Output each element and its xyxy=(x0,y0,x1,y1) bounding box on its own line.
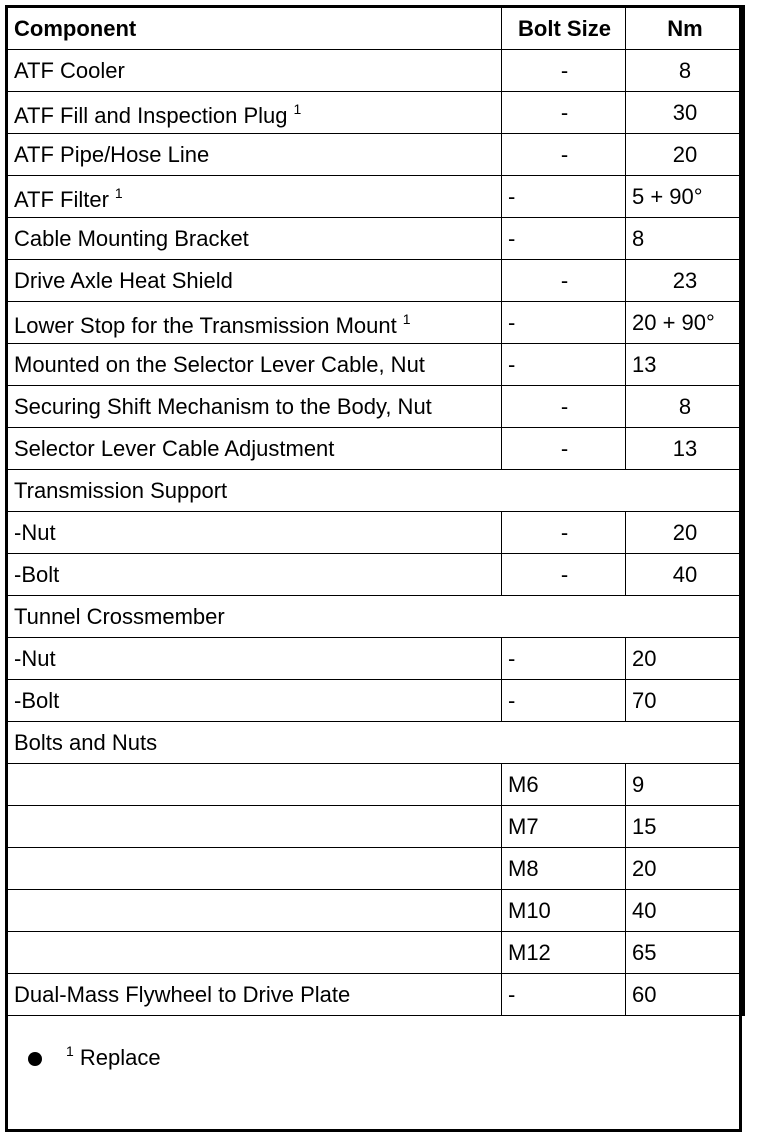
table-row xyxy=(7,218,744,260)
component-label: Lower Stop for the Transmission Mount xyxy=(14,313,397,338)
component-cell xyxy=(7,428,502,470)
table-row xyxy=(7,554,744,596)
bolt-size-cell: M7 xyxy=(502,806,626,848)
component-label: Dual-Mass Flywheel to Drive Plate xyxy=(14,981,351,1007)
component-cell xyxy=(7,302,502,344)
component-cell xyxy=(7,260,502,302)
component-cell xyxy=(7,764,502,806)
component-label: Drive Axle Heat Shield xyxy=(14,267,233,293)
component-label: -Bolt xyxy=(14,561,60,587)
component-label: Selector Lever Cable Adjustment xyxy=(14,435,335,461)
table-row xyxy=(7,176,744,218)
bolt-size-cell: M10 xyxy=(502,890,626,932)
nm-cell: 40 xyxy=(626,554,744,596)
component-cell xyxy=(7,932,502,974)
nm-cell: 15 xyxy=(626,806,744,848)
bolt-size-cell: - xyxy=(502,134,626,176)
table-row xyxy=(7,680,744,722)
bolt-size-cell: - xyxy=(502,512,626,554)
bolt-size-cell: - xyxy=(502,428,626,470)
nm-cell: 20 xyxy=(626,512,744,554)
component-cell xyxy=(7,134,502,176)
component-cell xyxy=(7,50,502,92)
table-row xyxy=(7,386,744,428)
table-row xyxy=(7,428,744,470)
header-nm: Nm xyxy=(626,7,744,50)
table-row xyxy=(7,932,744,974)
section-label: Transmission Support xyxy=(7,470,744,512)
header-bolt-size: Bolt Size xyxy=(502,7,626,50)
component-cell xyxy=(7,386,502,428)
table-row xyxy=(7,638,744,680)
component-cell xyxy=(7,974,502,1016)
table-row xyxy=(7,50,744,92)
torque-spec-table xyxy=(5,5,745,1016)
nm-cell: 13 xyxy=(626,428,744,470)
section-row xyxy=(7,470,744,512)
bolt-size-cell: M12 xyxy=(502,932,626,974)
table-row xyxy=(7,806,744,848)
nm-cell: 20 xyxy=(626,848,744,890)
footnote-marker: 1 xyxy=(66,1043,74,1059)
component-cell xyxy=(7,218,502,260)
nm-cell: 8 xyxy=(626,386,744,428)
footnote-ref: 1 xyxy=(114,185,123,201)
component-cell xyxy=(7,890,502,932)
component-label: ATF Filter xyxy=(14,187,109,212)
nm-cell: 65 xyxy=(626,932,744,974)
component-cell xyxy=(7,848,502,890)
table-row xyxy=(7,890,744,932)
nm-cell: 20 xyxy=(626,638,744,680)
bolt-size-cell: - xyxy=(502,680,626,722)
bullet-icon xyxy=(28,1052,42,1066)
nm-cell: 70 xyxy=(626,680,744,722)
table-row xyxy=(7,92,744,134)
table-row xyxy=(7,302,744,344)
component-label: -Nut xyxy=(14,645,56,671)
nm-cell: 9 xyxy=(626,764,744,806)
component-label: ATF Pipe/Hose Line xyxy=(14,141,210,167)
component-cell xyxy=(7,92,502,134)
nm-cell: 20 xyxy=(626,134,744,176)
component-label: -Bolt xyxy=(14,687,60,713)
component-label: Securing Shift Mechanism to the Body, Nut xyxy=(14,393,432,419)
component-cell xyxy=(7,512,502,554)
bolt-size-cell: - xyxy=(502,218,626,260)
header-component: Component xyxy=(7,7,502,50)
nm-cell: 60 xyxy=(626,974,744,1016)
component-label: Cable Mounting Bracket xyxy=(14,225,249,251)
section-row xyxy=(7,722,744,764)
footnote-text: Replace xyxy=(79,1045,161,1070)
bolt-size-cell: - xyxy=(502,260,626,302)
nm-cell: 8 xyxy=(626,218,744,260)
section-row xyxy=(7,596,744,638)
table-row xyxy=(7,134,744,176)
table-row xyxy=(7,512,744,554)
section-label: Tunnel Crossmember xyxy=(7,596,744,638)
nm-cell: 40 xyxy=(626,890,744,932)
footnote-ref: 1 xyxy=(293,101,302,117)
nm-cell: 5 + 90° xyxy=(626,176,744,218)
bolt-size-cell: - xyxy=(502,92,626,134)
table-row xyxy=(7,260,744,302)
bolt-size-cell: - xyxy=(502,344,626,386)
bolt-size-cell: - xyxy=(502,638,626,680)
footnote-ref: 1 xyxy=(402,311,411,327)
bolt-size-cell: - xyxy=(502,386,626,428)
bolt-size-cell: - xyxy=(502,50,626,92)
section-label: Bolts and Nuts xyxy=(7,722,744,764)
component-label: -Nut xyxy=(14,519,56,545)
nm-cell: 23 xyxy=(626,260,744,302)
bolt-size-cell: M6 xyxy=(502,764,626,806)
table-row xyxy=(7,974,744,1016)
table-row xyxy=(7,764,744,806)
table-header-row xyxy=(7,7,744,50)
bolt-size-cell: - xyxy=(502,302,626,344)
bolt-size-cell: - xyxy=(502,974,626,1016)
bolt-size-cell: M8 xyxy=(502,848,626,890)
component-label: ATF Cooler xyxy=(14,57,125,83)
nm-cell: 13 xyxy=(626,344,744,386)
component-label: Mounted on the Selector Lever Cable, Nut xyxy=(14,351,425,377)
component-cell xyxy=(7,638,502,680)
component-cell xyxy=(7,344,502,386)
component-label: ATF Fill and Inspection Plug xyxy=(14,103,288,128)
footnote xyxy=(28,1043,161,1071)
table-row xyxy=(7,848,744,890)
nm-cell: 20 + 90° xyxy=(626,302,744,344)
component-cell xyxy=(7,680,502,722)
table-body xyxy=(7,50,744,1016)
component-cell xyxy=(7,554,502,596)
nm-cell: 8 xyxy=(626,50,744,92)
bolt-size-cell: - xyxy=(502,176,626,218)
bolt-size-cell: - xyxy=(502,554,626,596)
component-cell xyxy=(7,806,502,848)
nm-cell: 30 xyxy=(626,92,744,134)
table-row xyxy=(7,344,744,386)
component-cell xyxy=(7,176,502,218)
